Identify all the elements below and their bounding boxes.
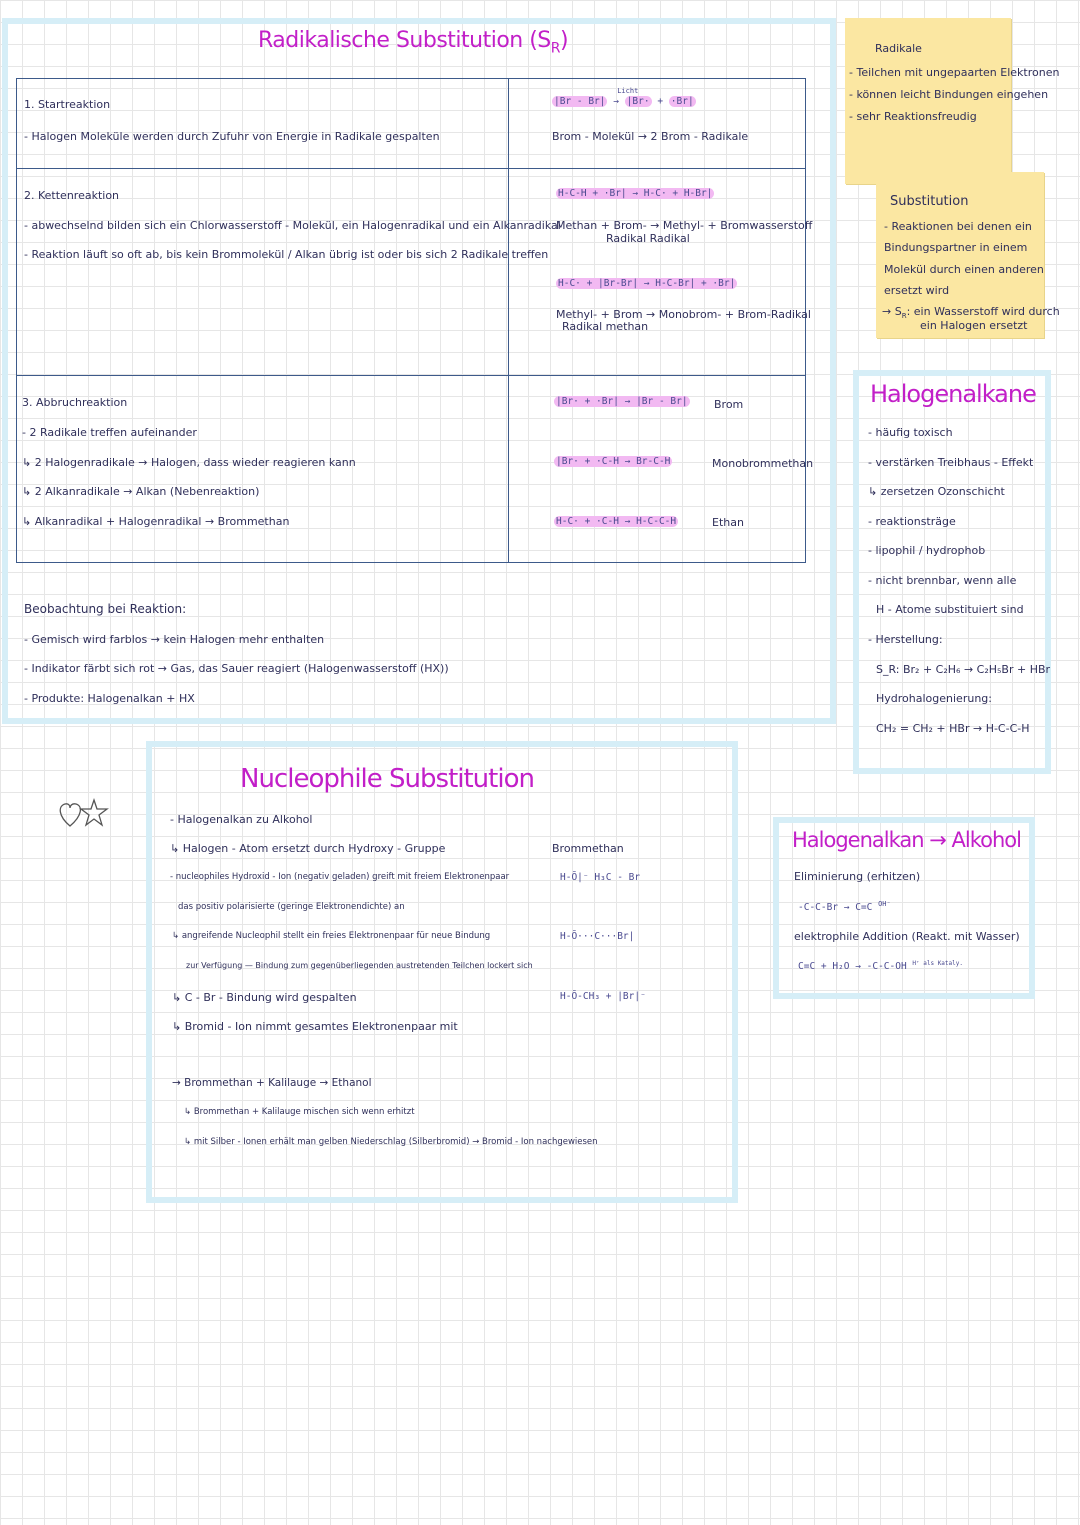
start-equation: |Br - Br| Licht → |Br· + ·Br| — [554, 87, 694, 107]
term-label-2: Monobrommethan — [712, 457, 814, 470]
term-equation-1: |Br· + ·Br| → |Br - Br| — [556, 396, 688, 407]
term-label-3: Ethan — [712, 516, 744, 529]
halogenalkane-item: - Herstellung: — [868, 633, 943, 646]
start-text: - Halogen Moleküle werden durch Zufuhr von Energie in Radikale gespalten — [24, 130, 440, 143]
nucleophile-line: ↳ C - Br - Bindung wird gespalten — [172, 991, 357, 1004]
nucleophile-line: - Halogenalkan zu Alkohol — [170, 813, 313, 826]
halogenalkane-title: Halogenalkane — [870, 380, 1036, 408]
experiment-line-3: ↳ mit Silber - Ionen erhält man gelben Niederschlag (Silberbromid) → Bromid - Ion nachgewiesen — [184, 1137, 598, 1147]
alkohol-line-4: C=C + H₂O → -C-C-OH $^{H^+ als Kataly.}$ — [798, 960, 963, 973]
obs-line-2: - Indikator färbt sich rot → Gas, das Sauer reagiert (Halogenwasserstoff (HX)) — [24, 662, 449, 675]
halogenalkane-item: - verstärken Treibhaus - Effekt — [868, 456, 1034, 469]
alkohol-title: Halogenalkan → Alkohol — [792, 828, 1021, 852]
term-label-1: Brom — [714, 398, 744, 411]
note-sub-line-5: → $S_R$: ein Wasserstoff wird durch — [882, 305, 1060, 321]
note-sub-title: Substitution — [890, 194, 969, 209]
term-line-3: ↳ 2 Alkanradikale → Alkan (Nebenreaktion) — [22, 485, 260, 498]
note-sub-line-1: - Reaktionen bei denen ein — [884, 220, 1032, 233]
mechanism-step-2: H-Ō···C···Br| — [560, 931, 635, 942]
halogenalkane-item: - lipophil / hydrophob — [868, 544, 986, 557]
nucleophile-line: ↳ Bromid - Ion nimmt gesamtes Elektronenpaar mit — [172, 1020, 458, 1033]
nucleophile-line: - nucleophiles Hydroxid - Ion (negativ geladen) greift mit freiem Elektronenpaar — [170, 872, 510, 882]
term-heading: 3. Abbruchreaktion — [22, 396, 128, 409]
nucleophile-line: das positiv polarisierte (geringe Elektronendichte) an — [178, 902, 405, 912]
chain-caption-1: Methan + Brom- → Methyl- + Bromwasserstoff — [556, 219, 813, 232]
note-radikale-line-2: - können leicht Bindungen eingehen — [849, 88, 1049, 101]
experiment-line-2: ↳ Brommethan + Kalilauge mischen sich wenn erhitzt — [184, 1107, 415, 1117]
term-line-2: ↳ 2 Halogenradikale → Halogen, dass wieder reagieren kann — [22, 456, 356, 469]
chain-heading: 2. Kettenreaktion — [24, 189, 120, 202]
halogenalkane-item: S_R: Br₂ + C₂H₆ → C₂H₅Br + HBr — [876, 663, 1051, 676]
halogenalkane-item: CH₂ = CH₂ + HBr → H-C-C-H — [876, 722, 1030, 735]
note-sub-line-3: Molekül durch einen anderen — [884, 263, 1044, 276]
term-equation-3: H-C· + ·C-H → H-C-C-H — [556, 516, 677, 527]
term-equation-2: |Br· + ·C-H → Br-C-H — [556, 456, 671, 467]
halogenalkane-item: - nicht brennbar, wenn alle — [868, 574, 1017, 587]
nucleophile-frame — [146, 741, 738, 1203]
chain-text-2: - Reaktion läuft so oft ab, bis kein Brommolekül / Alkan übrig ist oder bis sich 2 Radikale treffen — [24, 248, 549, 261]
mechanism-step-1: H-Ō|⁻ H₃C - Br — [560, 872, 641, 883]
table-divider-vertical — [508, 78, 509, 563]
chain-equation-2: H-C· + |Br-Br| → H-C-Br| + ·Br| — [558, 278, 736, 289]
nucleophile-line: zur Verfügung — Bindung zum gegenüberliegenden austretenden Teilchen lockert sich — [186, 961, 533, 970]
term-line-4: ↳ Alkanradikal + Halogenradikal → Brommethan — [22, 515, 290, 528]
chain-caption-2b: Radikal methan — [562, 320, 649, 333]
experiment-line-1: → Brommethan + Kalilauge → Ethanol — [172, 1077, 372, 1089]
halogenalkane-item: ↳ zersetzen Ozonschicht — [868, 485, 1005, 498]
obs-line-3: - Produkte: Halogenalkan + HX — [24, 692, 195, 705]
nucleophile-line: ↳ angreifende Nucleophil stellt ein freies Elektronenpaar für neue Bindung — [172, 931, 491, 941]
alkohol-line-1: Eliminierung (erhitzen) — [794, 870, 921, 883]
mechanism-title: Brommethan — [552, 842, 624, 855]
start-caption: Brom - Molekül → 2 Brom - Radikale — [552, 130, 749, 143]
chain-text-1: - abwechselnd bilden sich ein Chlorwasserstoff - Molekül, ein Halogenradikal und ein Alkanradikal — [24, 219, 561, 232]
mechanism-step-3: H-Ō-CH₃ + |Br|⁻ — [560, 991, 646, 1002]
halogenalkane-item: Hydrohalogenierung: — [876, 692, 992, 705]
note-radikale-title: Radikale — [875, 42, 922, 55]
nucleophile-title: Nucleophile Substitution — [240, 764, 534, 794]
note-substitution — [876, 172, 1060, 338]
chain-equation-1: H-C-H + ·Br| → H-C· + H-Br| — [558, 188, 713, 199]
chain-caption-1b: Radikal Radikal — [606, 232, 690, 245]
halogenalkane-item: - reaktionsträge — [868, 515, 956, 528]
alkohol-line-2: -C-C-Br → C=C $^{OH^-}$ — [798, 900, 891, 914]
start-heading: 1. Startreaktion — [24, 98, 111, 111]
note-radikale — [845, 18, 1060, 184]
table-divider-row1 — [16, 168, 806, 169]
note-sub-line-4: ersetzt wird — [884, 284, 950, 297]
note-radikale-line-3: - sehr Reaktionsfreudig — [849, 110, 977, 123]
halogenalkane-item: - häufig toxisch — [868, 426, 953, 439]
obs-line-1: - Gemisch wird farblos → kein Halogen mehr enthalten — [24, 633, 325, 646]
note-sub-line-2: Bindungspartner in einem — [884, 241, 1028, 254]
halogenalkane-item: H - Atome substituiert sind — [876, 603, 1024, 616]
nucleophile-line: ↳ Halogen - Atom ersetzt durch Hydroxy - Gruppe — [170, 842, 446, 855]
obs-heading: Beobachtung bei Reaktion: — [24, 602, 187, 616]
note-radikale-line-1: - Teilchen mit ungepaarten Elektronen — [849, 66, 1060, 79]
radical-title: Radikalische Substitution $(S_R)$ — [258, 28, 569, 57]
alkohol-line-3: elektrophile Addition (Reakt. mit Wasser) — [794, 930, 1020, 943]
term-line-1: - 2 Radikale treffen aufeinander — [22, 426, 197, 439]
light-arrow: Licht → — [613, 87, 639, 107]
note-sub-line-6: ein Halogen ersetzt — [920, 319, 1028, 332]
heart-star-doodle-icon — [56, 796, 112, 836]
chain-caption-2: Methyl- + Brom → Monobrom- + Brom-Radikal — [556, 308, 811, 321]
table-divider-row2 — [16, 375, 806, 376]
